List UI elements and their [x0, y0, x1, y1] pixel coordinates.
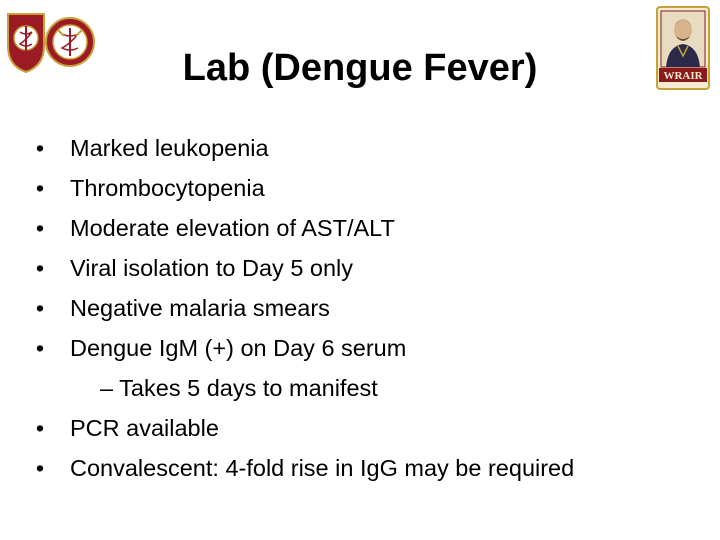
bullet-dot: • [35, 175, 45, 201]
wrair-logo-label: WRAIR [663, 70, 703, 82]
sub-bullet-item [30, 368, 700, 408]
bullet-item [30, 208, 700, 248]
bullet-item [30, 168, 700, 208]
bullet-text: PCR available [70, 415, 219, 441]
bullet-item [30, 128, 700, 168]
bullet-dot: • [35, 295, 45, 321]
bullet-item [30, 408, 700, 448]
bullet-dot: • [35, 215, 45, 241]
bullet-dot: • [35, 415, 45, 441]
bullet-list [30, 128, 700, 488]
bullet-text: Negative malaria smears [70, 295, 330, 321]
sub-bullet-text: – Takes 5 days to manifest [100, 375, 378, 401]
bullet-item [30, 288, 700, 328]
bullet-item [30, 248, 700, 288]
bullet-text: Convalescent: 4-fold rise in IgG may be required [70, 455, 575, 481]
slide-title: Lab (Dengue Fever) [182, 47, 538, 89]
bullet-text: Viral isolation to Day 5 only [70, 255, 354, 281]
bullet-item [30, 448, 700, 488]
bullet-dot: • [35, 255, 45, 281]
bullet-dot: • [35, 135, 45, 161]
bullet-text: Thrombocytopenia [70, 175, 265, 201]
bullet-text: Dengue IgM (+) on Day 6 serum [70, 335, 407, 361]
bullet-dot: • [35, 335, 45, 361]
bullet-text: Marked leukopenia [70, 135, 269, 161]
bullet-dot: • [35, 455, 45, 481]
bullet-item [30, 328, 700, 368]
bullet-text: Moderate elevation of AST/ALT [70, 215, 395, 241]
